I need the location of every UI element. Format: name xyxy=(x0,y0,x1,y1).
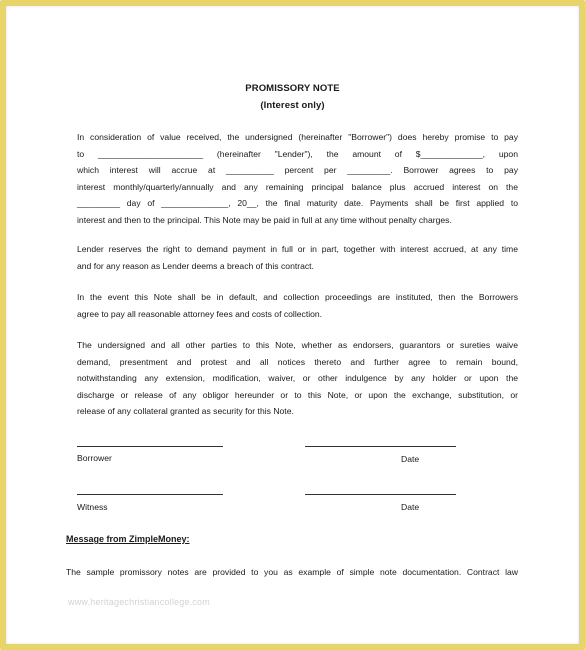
document-subtitle: (Interest only) xyxy=(260,100,325,111)
paragraph-line: Lender reserves the right to demand payment in full or in part, together with interest accrued, at any time xyxy=(77,244,518,254)
paragraph-line: In consideration of value received, the undersigned (hereinafter "Borrower") does hereby promise to pay xyxy=(77,132,518,142)
paragraph-demand xyxy=(77,241,518,274)
paragraph-line: release of any collateral granted as security for this Note. xyxy=(77,406,294,416)
borrower-signature-line xyxy=(77,446,223,447)
paragraph-line: and for any reason as Lender deems a breach of this contract. xyxy=(77,260,314,271)
paragraph-line: _________ day of ______________, 20__, the final maturity date. Payments shall be first applied to xyxy=(77,198,518,208)
watermark-text: www.heritagechristiancollege.com xyxy=(68,597,210,607)
paragraph-consideration xyxy=(77,129,518,228)
document-title: PROMISSORY NOTE xyxy=(245,83,340,94)
date-signature-line xyxy=(305,446,456,447)
witness-signature-line xyxy=(77,494,223,495)
witness-label: Witness xyxy=(77,502,108,512)
date-signature-line xyxy=(305,494,456,495)
paragraph-line: interest and then to the principal. This Note may be paid in full at any time without penalty charges. xyxy=(77,214,452,225)
paragraph-line: notwithstanding any extension, modification, waiver, or other indulgence by any holder or upon the xyxy=(77,373,518,383)
date-label: Date xyxy=(401,454,420,464)
paragraph-line: discharge or release of any obligor hereunder or to this Note, or upon the exchange, substitution, or xyxy=(77,389,518,400)
paragraph-line: interest monthly/quarterly/annually and any remaining principal balance plus accrued interest on the xyxy=(77,181,518,192)
paragraph-line: The undersigned and all other parties to this Note, whether as endorsers, guarantors or sureties waive xyxy=(77,340,518,350)
paragraph-line: In the event this Note shall be in default, and collection proceedings are instituted, then the Borrowers xyxy=(77,292,518,302)
paragraph-line: agree to pay all reasonable attorney fees and costs of collection. xyxy=(77,308,323,319)
message-paragraph xyxy=(66,564,518,581)
message-heading: Message from ZimpleMoney: xyxy=(66,534,190,544)
date-label: Date xyxy=(401,502,420,512)
paragraph-default xyxy=(77,289,518,322)
borrower-label: Borrower xyxy=(77,453,112,463)
paragraph-line: demand, presentment and protest and all notices thereto and further agree to remain bound, xyxy=(77,356,518,367)
paragraph-line: The sample promissory notes are provided to you as example of simple note documentation. Contract law xyxy=(66,567,518,577)
paragraph-line: to ______________________ (hereinafter "Lender"), the amount of $_____________, upon xyxy=(77,148,518,159)
paragraph-line: which interest will accrue at __________ percent per _________. Borrower agrees to pay xyxy=(77,165,518,175)
paragraph-waiver xyxy=(77,337,518,420)
